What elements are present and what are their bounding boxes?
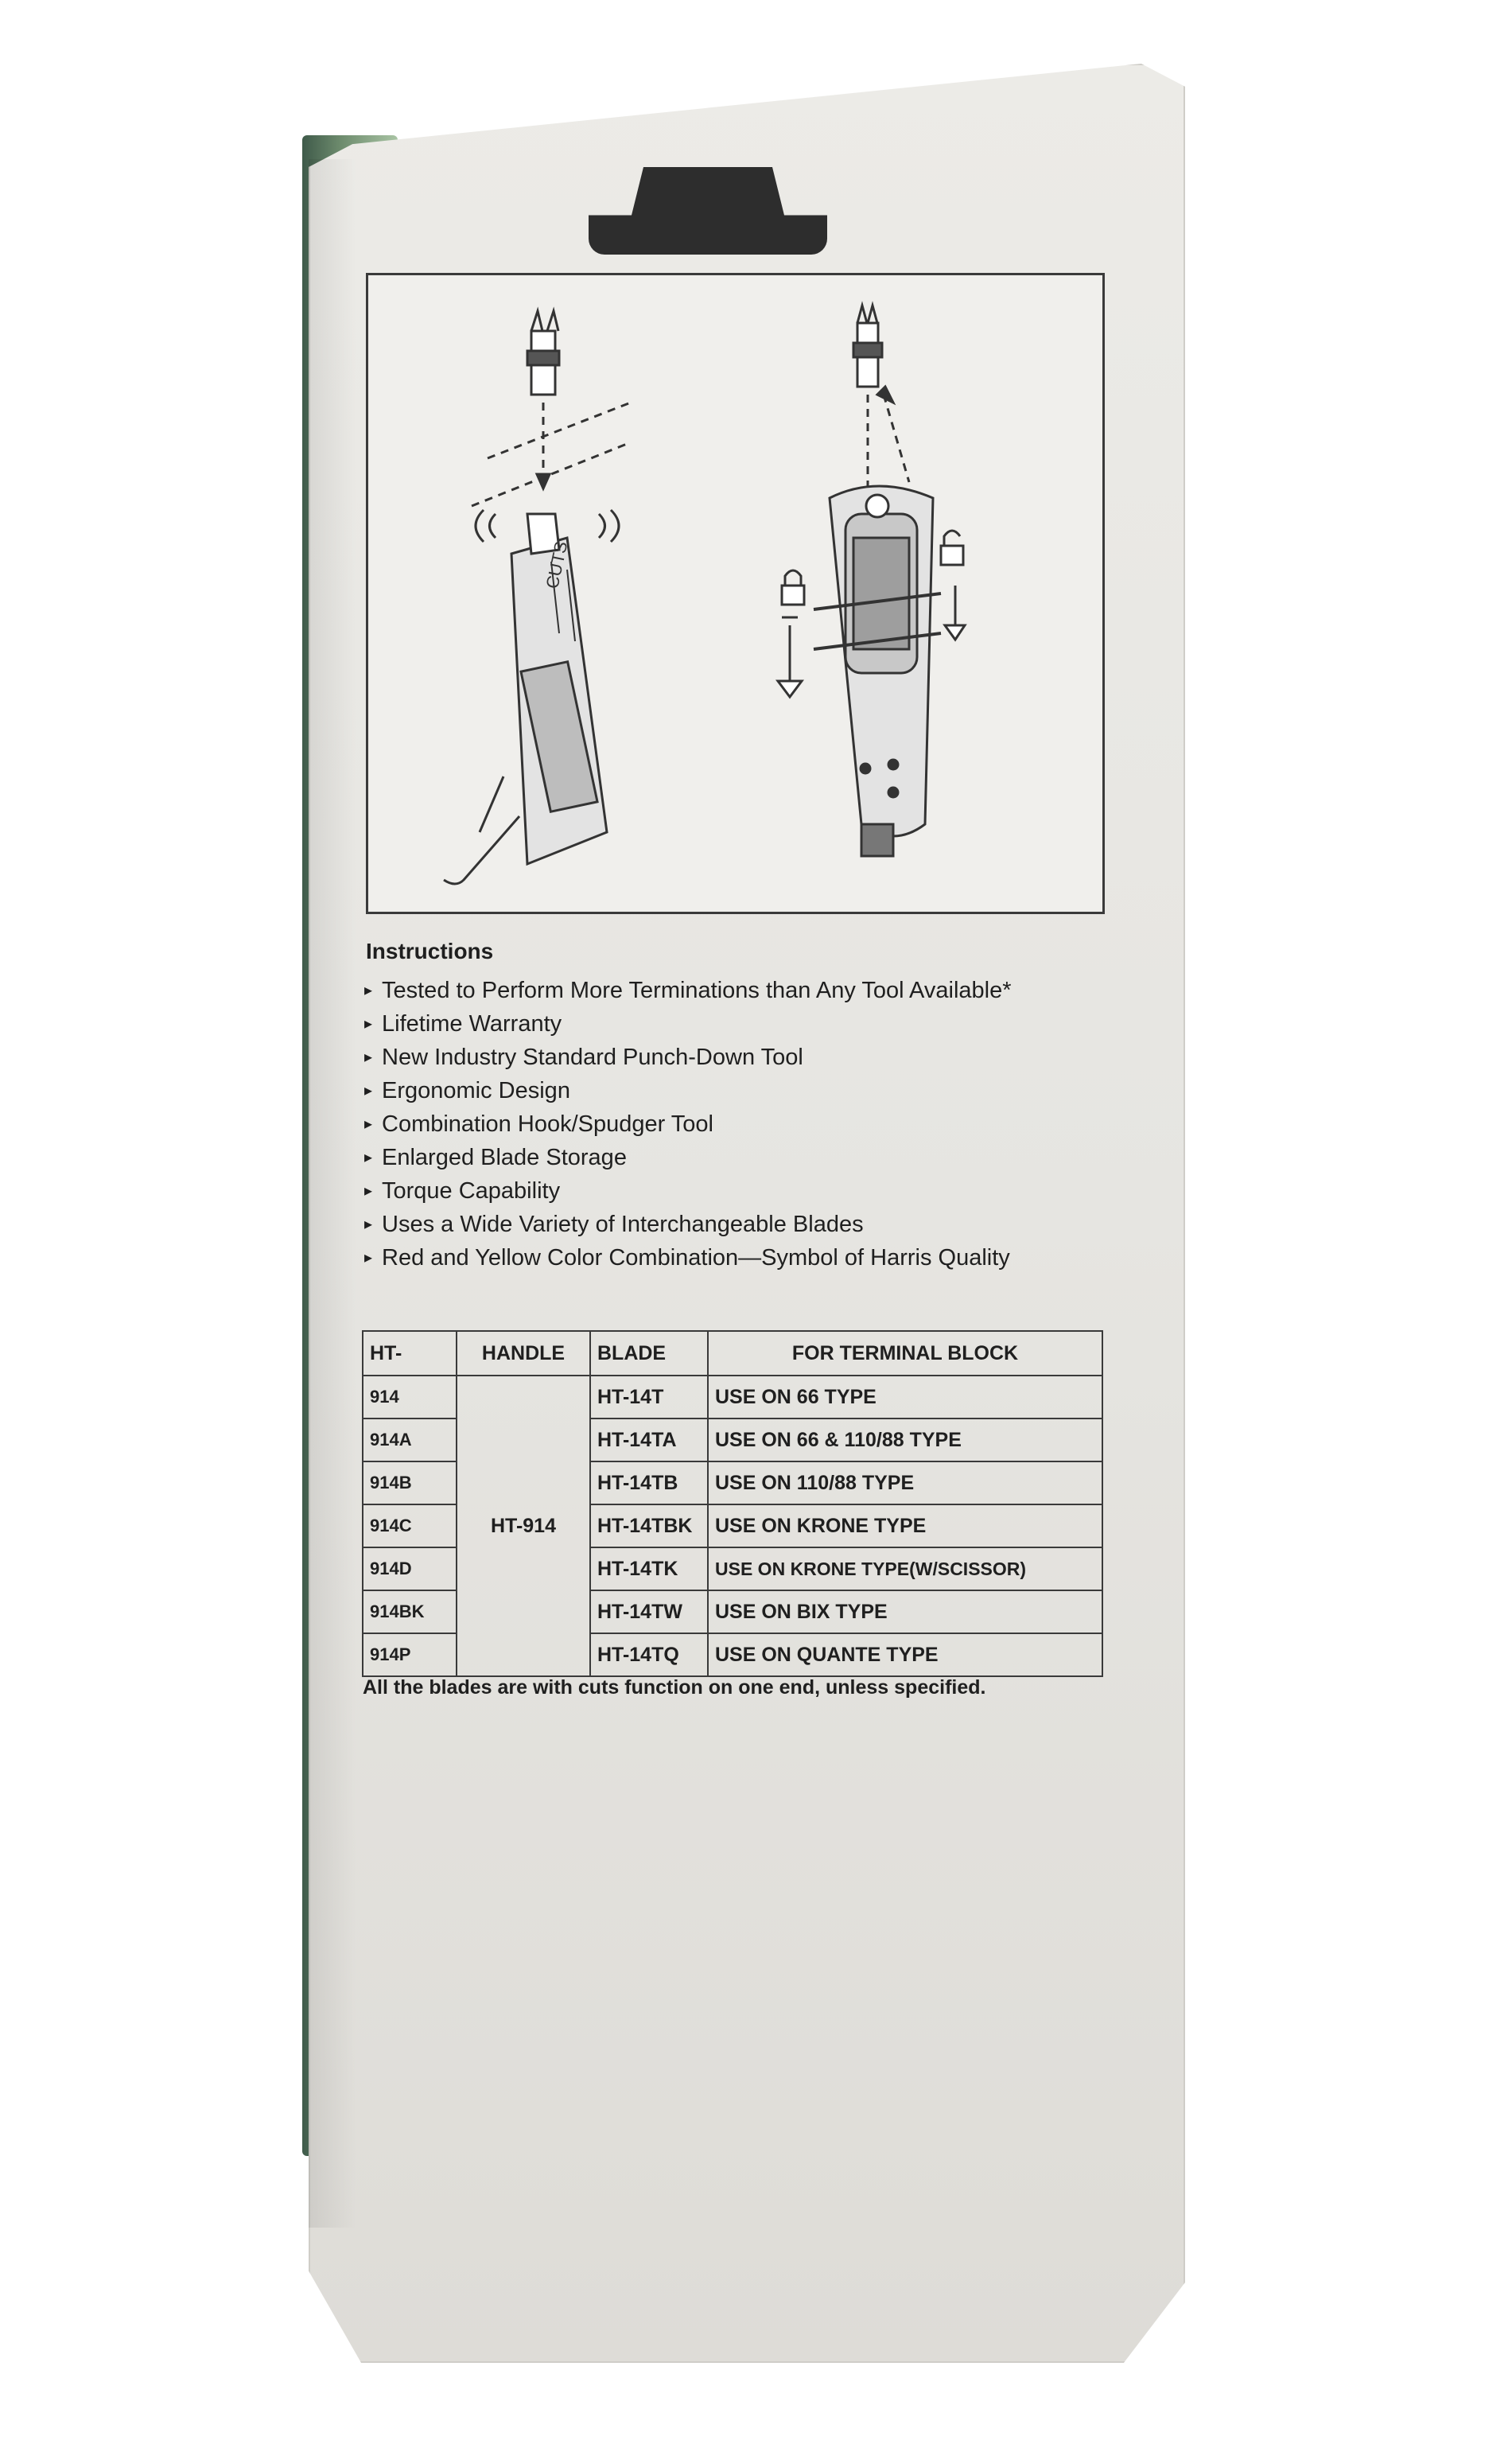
list-item: ▸ Combination Hook/Spudger Tool [364,1107,1128,1141]
header-blade: BLADE [590,1331,708,1376]
list-item: ▸ Red and Yellow Color Combination—Symbol of Harris Quality [364,1241,1128,1275]
table-header-row [363,1331,1102,1376]
terminal-block-cell: USE ON 110/88 TYPE [708,1461,1102,1504]
ht-code: 914P [363,1633,457,1676]
bullet-icon: ▸ [364,1049,373,1066]
bullet-icon: ▸ [364,1149,373,1166]
feature-list [364,974,1128,1275]
ht-code: 914A [363,1419,457,1461]
list-item: ▸ Uses a Wide Variety of Interchangeable Blades [364,1208,1128,1241]
table-row [363,1376,1102,1419]
blade-cell: HT-14TB [590,1461,708,1504]
ht-code: 914 [363,1376,457,1419]
footnote: All the blades are with cuts function on one end, unless specified. [363,1676,986,1699]
list-item: ▸ New Industry Standard Punch-Down Tool [364,1041,1128,1074]
list-item: ▸ Torque Capability [364,1174,1128,1208]
terminal-block-cell: USE ON 66 TYPE [708,1376,1102,1419]
card-fold-shadow [309,159,356,2228]
bullet-icon: ▸ [364,1082,373,1099]
bullet-icon: ▸ [364,1182,373,1200]
bullet-icon: ▸ [364,1216,373,1233]
bullet-icon: ▸ [364,982,373,999]
tool-cuts-label: CUTS [542,539,572,591]
bullet-icon: ▸ [364,1115,373,1133]
header-terminal-block: FOR TERMINAL BLOCK [708,1331,1102,1376]
ht-code: 914C [363,1504,457,1547]
terminal-block-cell: USE ON 66 & 110/88 TYPE [708,1419,1102,1461]
handle-cell: HT-914 [457,1376,590,1676]
ht-code: 914BK [363,1590,457,1633]
instructions-section [364,939,1128,1275]
tool-illustration [366,273,1105,914]
blade-storage-drawing [778,306,965,856]
blade-cell: HT-14TW [590,1590,708,1633]
terminal-block-cell: USE ON KRONE TYPE(W/SCISSOR) [708,1547,1102,1590]
ht-code: 914B [363,1461,457,1504]
list-item: ▸ Tested to Perform More Terminations than Any Tool Available* [364,974,1128,1007]
punch-down-tool-drawing [444,311,631,884]
terminal-block-cell: USE ON QUANTE TYPE [708,1633,1102,1676]
blade-cell: HT-14TA [590,1419,708,1461]
header-handle: HANDLE [457,1331,590,1376]
bullet-icon: ▸ [364,1015,373,1033]
terminal-block-cell: USE ON KRONE TYPE [708,1504,1102,1547]
list-item: ▸ Lifetime Warranty [364,1007,1128,1041]
terminal-block-cell: USE ON BIX TYPE [708,1590,1102,1633]
blade-cell: HT-14TQ [590,1633,708,1676]
blade-cell: HT-14TBK [590,1504,708,1547]
instructions-heading: Instructions [366,939,494,963]
blade-cell: HT-14T [590,1376,708,1419]
bullet-icon: ▸ [364,1249,373,1267]
list-item: ▸ Ergonomic Design [364,1074,1128,1107]
blade-cell: HT-14TK [590,1547,708,1590]
ht-code: 914D [363,1547,457,1590]
header-ht: HT- [363,1331,457,1376]
list-item: ▸ Enlarged Blade Storage [364,1141,1128,1174]
blade-spec-table [362,1330,1103,1677]
